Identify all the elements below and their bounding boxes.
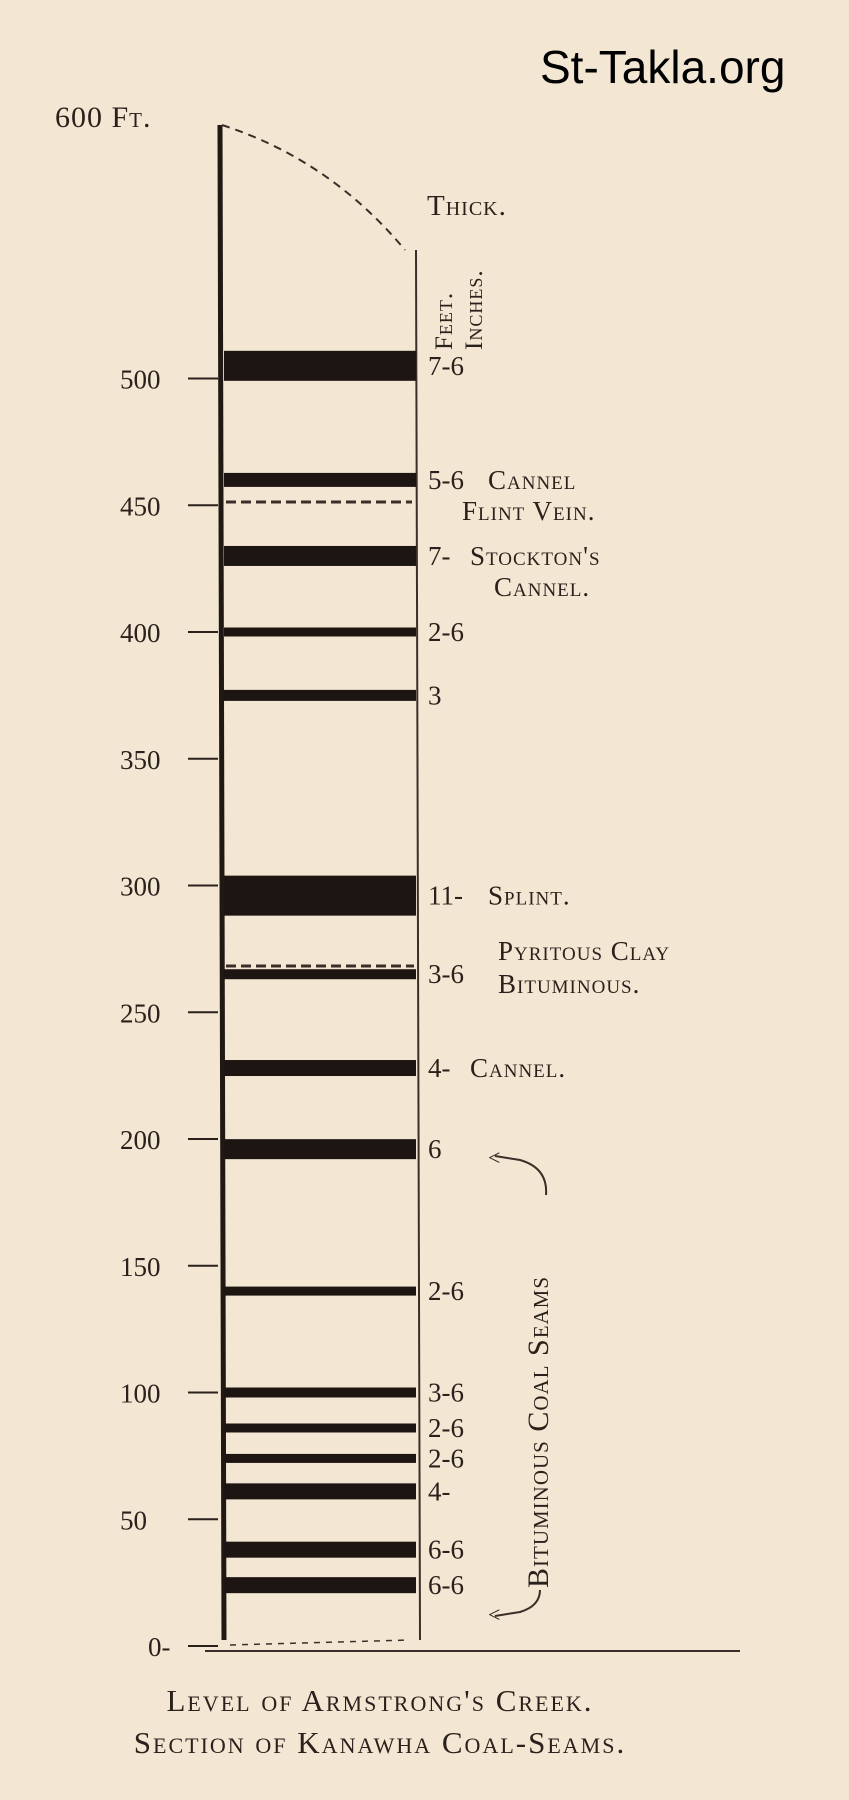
- seam-thickness-label: 4-: [428, 1476, 451, 1507]
- thickness-header: Thick.: [427, 190, 507, 222]
- coal-seam-band: [224, 1139, 416, 1159]
- axis-tick-label: 500: [120, 364, 161, 395]
- coal-seam-band: [224, 1388, 416, 1398]
- seam-note-continuations: [462, 496, 640, 999]
- coal-seam-band: [224, 1287, 416, 1296]
- seam-thickness-label: 6-6: [428, 1534, 464, 1565]
- base-dashed-line: [230, 1640, 410, 1645]
- main-column-line: [220, 125, 224, 1640]
- axis-tick-label: 400: [120, 618, 161, 648]
- seam-thickness-label: 3: [428, 680, 442, 711]
- top-label: 600 Ft.: [55, 101, 152, 134]
- seam-thickness-label: 2-6: [428, 1412, 464, 1443]
- bracket-arrow-top: <: [488, 1145, 501, 1170]
- unit-inches-label: Inches.: [461, 269, 488, 350]
- seam-thickness-label: 3-6: [428, 959, 464, 990]
- seam-note-continuation: Bituminous.: [498, 969, 641, 1000]
- caption-line-1: Level of Armstrong's Creek.: [166, 1683, 594, 1718]
- seam-note-label: Cannel: [488, 464, 577, 495]
- coal-seam-band: [224, 351, 416, 381]
- bracket-top: [495, 1156, 546, 1195]
- seam-note-continuation: Flint Vein.: [462, 495, 596, 526]
- seam-thickness-label: 11-: [428, 880, 463, 911]
- seam-thickness-label: 2-6: [428, 617, 464, 647]
- coal-seam-band: [224, 690, 416, 701]
- seam-note-label: Cannel.: [470, 1053, 567, 1084]
- axis-tick-label: 450: [120, 491, 161, 522]
- seam-thickness-label: 7-: [428, 540, 451, 571]
- slope-dashed-line: [222, 125, 405, 250]
- seam-thickness-label: 2-6: [428, 1276, 464, 1307]
- vertical-seams-label: Bituminous Coal Seams: [522, 1275, 555, 1588]
- unit-feet-label: Feet.: [431, 291, 458, 350]
- seam-thickness-label: 6-6: [428, 1570, 464, 1601]
- right-column-line: [416, 250, 420, 1640]
- axis-tick-label: 0-: [148, 1632, 171, 1662]
- seam-note-label: Pyritous Clay: [498, 936, 671, 967]
- axis-tick-label: 150: [120, 1251, 161, 1282]
- coal-seam-band: [224, 1060, 416, 1076]
- seam-note-label: Stockton's: [470, 540, 601, 571]
- coal-seam-band: [224, 1577, 416, 1593]
- axis-tick-label: 200: [120, 1125, 161, 1155]
- seam-thickness-label: 2-6: [428, 1443, 464, 1474]
- seam-thickness-label: 3-6: [428, 1377, 464, 1408]
- axis-tick-label: 50: [120, 1505, 147, 1536]
- caption-line-2: Section of Kanawha Coal-Seams.: [133, 1725, 627, 1760]
- seam-thickness-label: 7-6: [428, 350, 464, 381]
- coal-seam-band: [224, 546, 416, 566]
- coal-seam-band: [224, 1483, 416, 1499]
- coal-seam-band: [224, 969, 416, 979]
- seam-note-continuation: Cannel.: [494, 571, 591, 602]
- coal-seam-band: [224, 473, 416, 487]
- coal-seam-band: [224, 628, 416, 637]
- axis-tick-label: 300: [120, 871, 161, 902]
- figure-caption: [0, 1680, 760, 1764]
- coal-seam-band: [224, 1542, 416, 1558]
- coal-seam-band: [224, 1423, 416, 1432]
- seam-thickness-label: 6: [428, 1134, 442, 1165]
- bracket-bottom: [495, 1590, 540, 1616]
- seam-thickness-label: 5-6: [428, 464, 464, 495]
- coal-seam-band: [224, 876, 416, 916]
- axis-tick-label: 100: [120, 1378, 161, 1409]
- axis-tick-label: 250: [120, 998, 161, 1029]
- seam-thickness-label: 4-: [428, 1053, 451, 1084]
- axis-ticks: [120, 365, 218, 1663]
- seam-note-label: Splint.: [488, 880, 571, 911]
- axis-tick-label: 350: [120, 744, 161, 775]
- watermark: St-Takla.org: [540, 41, 786, 93]
- bracket-arrow-bottom: <: [488, 1602, 501, 1627]
- coal-seam-band: [224, 1454, 416, 1463]
